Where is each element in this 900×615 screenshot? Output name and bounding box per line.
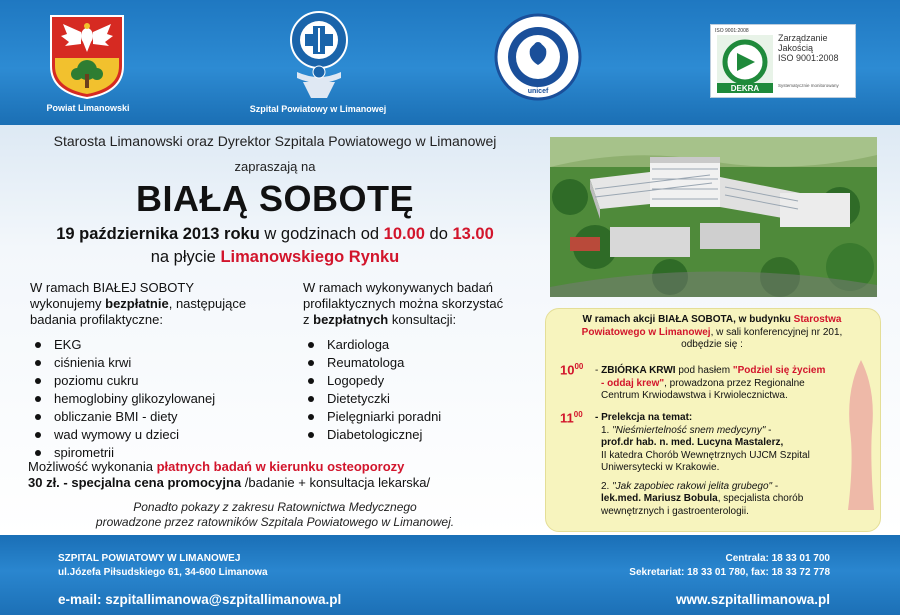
box-intro1-pre: W ramach akcji BIAŁA SOBOTA, w budynku xyxy=(582,314,794,325)
hospital-emblem-icon xyxy=(287,10,351,105)
footer-address: ul.Józefa Piłsudskiego 61, 34-600 Limanowa xyxy=(58,567,268,578)
event-date: 19 października 2013 roku xyxy=(56,225,260,243)
dekra-note: Systematycznie monitorowany xyxy=(778,83,839,88)
consultations-column xyxy=(303,280,533,444)
lecture-2-title xyxy=(595,481,865,494)
list-item: Kardiologa xyxy=(303,336,533,354)
blood-mid: pod hasłem xyxy=(675,365,733,376)
organizers-line: Starosta Limanowski oraz Dyrektor Szpitala Powiatowego w Limanowej xyxy=(53,133,497,149)
place-name: Limanowskiego Rynku xyxy=(220,248,400,266)
time-11-hour: 11 xyxy=(560,410,574,426)
lecture-2-affiliation-2: wewnętrznych i gastroenterologii. xyxy=(601,505,749,517)
logo-caption-powiat: Powiat Limanowski xyxy=(46,103,130,113)
box-intro2-post: , w sali konferencyjnej nr 201, xyxy=(710,326,843,338)
box-intro-line-1 xyxy=(545,314,879,327)
blood-post: , prowadzona przez Regionalne xyxy=(664,377,805,389)
list-item: Reumatologa xyxy=(303,354,533,372)
free-tests-intro-3: badania profilaktyczne: xyxy=(30,312,163,327)
box-intro-line-3: odbędzie się : xyxy=(681,339,743,350)
date-mid-text: w godzinach od xyxy=(259,225,384,243)
free-tests-bold: bezpłatnie xyxy=(105,296,169,311)
event-title: BIAŁĄ SOBOTĘ xyxy=(135,178,414,219)
lecture-1-affiliation-2: Uniwersytecki w Krakowie. xyxy=(601,462,720,473)
list-item: Logopedy xyxy=(303,372,533,390)
free-tests-post: , następujące xyxy=(168,296,247,311)
free-tests-list xyxy=(30,336,290,462)
lectures-text xyxy=(595,412,865,518)
list-item: poziomu cukru xyxy=(30,372,290,390)
time-to: 13.00 xyxy=(452,225,494,243)
blood-line-1 xyxy=(595,365,865,378)
blood-drive-label: ZBIÓRKA KRWI xyxy=(601,365,676,376)
dekra-iso-badge-icon xyxy=(710,24,856,98)
logo-caption-hospital: Szpital Powiatowy w Limanowej xyxy=(249,104,387,114)
footer-email-link[interactable]: e-mail: szpitallimanowa@szpitallimanowa.pl xyxy=(58,592,342,607)
time-11-min: 00 xyxy=(573,410,583,419)
footer-website-link[interactable]: www.szpitallimanowa.pl xyxy=(675,592,830,607)
consult-post: konsultacji: xyxy=(388,312,457,327)
consult-intro-3 xyxy=(303,312,533,328)
event-place-line xyxy=(20,248,530,267)
consult-intro-1: W ramach wykonywanych badań xyxy=(303,280,494,295)
list-item: hemoglobiny glikozylowanej xyxy=(30,390,290,408)
lecture-1-dash: - xyxy=(765,424,772,436)
list-item: obliczanie BMI - diety xyxy=(30,408,290,426)
lecture-1-topic: "Nieśmiertelność snem medycyny" xyxy=(612,424,766,436)
list-item: Pielęgniarki poradni xyxy=(303,408,533,426)
free-tests-intro-2 xyxy=(30,296,290,312)
dekra-title-line1: Zarządzanie xyxy=(778,33,828,43)
footer-hospital-name: SZPITAL POWIATOWY W LIMANOWEJ xyxy=(58,553,241,564)
box-intro-line-2 xyxy=(545,327,879,340)
consult-pre: z xyxy=(303,312,314,327)
time-from: 10.00 xyxy=(383,225,425,243)
lecture-1-author: prof.dr hab. n. med. Lucyna Mastalerz, xyxy=(601,437,784,448)
lecture-1-affiliation-1: II katedra Chorób Wewnętrznych UJCM Szpital xyxy=(601,449,810,461)
blood-slogan-2: - oddaj krew" xyxy=(601,377,665,389)
consult-intro-2: profilaktycznych można skorzystać xyxy=(303,296,504,311)
footer-central-phone: Centrala: 18 33 01 700 xyxy=(725,553,830,564)
dekra-brand: DEKRA xyxy=(730,84,760,93)
date-to-text: do xyxy=(424,225,453,243)
dekra-title-line3: ISO 9001:2008 xyxy=(778,53,839,63)
time-10 xyxy=(560,362,583,377)
lecture-2-author-line xyxy=(595,493,865,506)
lecture-2-num: 2. xyxy=(601,480,613,492)
lecture-2-affiliation-1: , specjalista chorób xyxy=(717,493,804,504)
free-tests-intro-1: W ramach BIAŁEJ SOBOTY xyxy=(30,280,194,295)
box-intro1-red: Starostwa xyxy=(793,314,842,325)
blood-org: Centrum Krwiodawstwa i Krwiolecznictwa. xyxy=(601,390,788,401)
osteo-paid-tests: płatnych badań w kierunku osteoporozy xyxy=(156,459,405,474)
unicef-text: unicef xyxy=(527,88,549,95)
unicef-badge-icon xyxy=(494,13,582,106)
free-tests-pre: wykonujemy xyxy=(30,296,106,311)
blood-pre: - xyxy=(595,365,602,376)
rescue-shows-line-1: Ponadto pokazy z zakresu Ratownictwa Medycznego xyxy=(133,500,417,514)
consultations-list xyxy=(303,336,533,444)
lecture-2-dash: - xyxy=(772,480,779,492)
event-date-line xyxy=(20,225,530,244)
invite-line: zapraszają na xyxy=(234,159,316,174)
blood-line-2 xyxy=(595,378,865,391)
lecture-1-title xyxy=(595,425,865,438)
list-item: spirometrii xyxy=(30,444,290,462)
osteo-pre: Możliwość wykonania xyxy=(28,459,157,474)
time-10-hour: 10 xyxy=(560,362,575,378)
blood-slogan-1: "Podziel się życiem xyxy=(732,365,826,376)
osteo-price-note: /badanie + konsultacja lekarska/ xyxy=(241,475,431,490)
lecture-2-topic: "Jak zapobiec rakowi jelita grubego" xyxy=(612,480,773,492)
place-pre: na płycie xyxy=(150,248,221,266)
dekra-title-line2: Jakością xyxy=(778,43,814,53)
osteo-price: 30 zł. - specjalna cena promocyjna xyxy=(28,475,242,490)
consult-bold: bezpłatnych xyxy=(313,312,389,327)
osteoporosis-line xyxy=(28,459,404,474)
hospital-photo xyxy=(550,137,877,297)
dekra-standard: ISO 9001:2008 xyxy=(715,28,749,34)
footer-secretariat-phone: Sekretariat: 18 33 01 780, fax: 18 33 72 778 xyxy=(629,567,830,578)
list-item: ciśnienia krwi xyxy=(30,354,290,372)
box-intro xyxy=(545,314,879,352)
coat-of-arms-eagle-icon xyxy=(49,14,125,105)
osteoporosis-price-line xyxy=(28,475,430,490)
blood-drive-text xyxy=(595,365,865,403)
list-item-continued: Diabetologicznej xyxy=(303,426,533,444)
lecture-heading: - Prelekcja na temat: xyxy=(595,412,693,423)
rescue-shows-line-2: prowadzone przez ratowników Szpitala Powiatowego w Limanowej. xyxy=(95,515,455,529)
lecture-1-num: 1. xyxy=(601,424,613,436)
list-item: Dietetyczki xyxy=(303,390,533,408)
list-item: EKG xyxy=(30,336,290,354)
lecture-2-author: lek.med. Mariusz Bobula xyxy=(601,493,718,504)
box-intro2-red: Powiatowego w Limanowej xyxy=(581,326,711,338)
free-tests-column xyxy=(30,280,290,462)
time-11 xyxy=(560,410,583,425)
time-10-min: 00 xyxy=(574,362,584,371)
list-item: wad wymowy u dzieci xyxy=(30,426,290,444)
